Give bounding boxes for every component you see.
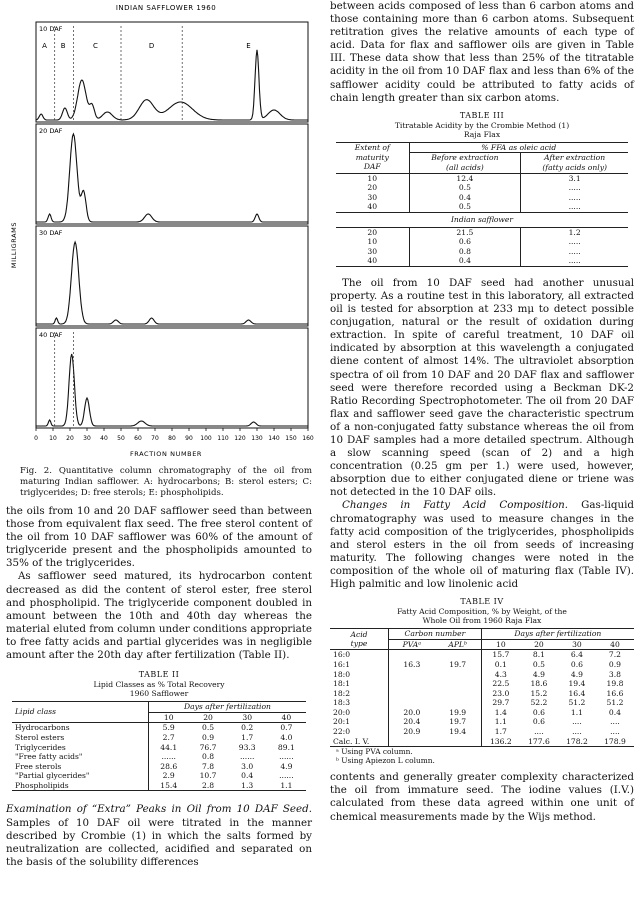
table-4-days-header: Days after fertilization [481,629,634,640]
table-4-acid: 18:0 [333,669,351,679]
right-paragraph-3 [330,499,634,591]
table-4-pva-cell: 20.9 [389,727,435,737]
figure-title: INDIAN SAFFLOWER 1960 [115,4,217,12]
right-paragraph-2: The oil from 10 DAF seed had another unusual property. As a routine test in this laboratory, all extracted oil is tested for absorption at 233 mμ to detect possible conjugation, natural or the result of oxidation during extraction. In spite of careful treatment, 10 DAF oil indicated by absorption at this wavelength a conjugated diene content of almost 14%. The ultraviolet absorption spectra of oil from 10 DAF and 20 DAF flax and safflower seed were therefore recorded using a Beckman DK-2 Ratio Recording Spectrophotometer. The oil from 20 DAF flax and safflower seed gave the characteristic spectrum of a non-conjugated fatty substance whereas the oil from 10 DAF samples had a more detailed spectrum. Although a slow scanning speed (scan of 2) and a high concentration (0.25 gm per 1.) were used, however, absorption due to either conjugated diene or triene was not detected in the 10 DAF oils. [330,276,634,499]
table-3-daf: 20 [367,227,378,237]
chrom-xtick-label: 50 [117,435,125,442]
table-4-day-header: 10 [481,639,520,650]
table-2-col-header: Lipid class [12,702,148,723]
table-4-footnote-b: ᵇ Using Apiezon L column. [336,756,435,766]
table-2-row [12,743,306,753]
table-3-before: 0.5 [409,202,521,212]
table-4-cell: 178.9 [604,736,626,746]
table-4-apl-cell: 19.4 [449,727,467,737]
table-2-cell: 0.2 [241,723,254,733]
table-4-apl-cell: 19.7 [449,717,467,727]
table-4-acid: 16:1 [333,659,351,669]
table-3-group-header: % FFA as oleic acid [409,142,628,153]
table-2-day-header: 20 [203,712,213,722]
table-3-col-header-line-1: Extent of [354,143,390,153]
table-3-before: 0.4 [409,256,521,266]
right-paragraph-4: contents and generally greater complexity characterized the oil from immature seed. The iodine values (I.V.) calculated from these data agreed within one unit of chemical measurements made by the Wijs method. [330,771,634,823]
table-4-cell: .... [572,717,582,727]
table-3-section-label: Indian safflower [450,214,514,224]
right-paragraph-3-text: Gas-liquid chromatography was used to measure changes in the fatty acid composition of the triglycerides, phospholipids and sterol esters in the oil from seeds of increasing maturity. The following changes were noted in the composition of the whole oil of maturing flax (Table IV). High palmitic and low linolenic acid [330,499,634,591]
table-4-cell: 51.2 [568,698,586,708]
table-2-cell: 0.9 [202,732,215,742]
table-4-cell: 29.7 [481,698,520,708]
table-3-row [336,193,628,203]
figure-caption-text: Quantitative column chromatography of the oil from maturing Indian safflower. A: hydrocarbons; B: sterol esters; C: triglycerides; D: free sterols; E: phospholipids. [20,466,312,498]
table-4-pva-cell: 16.3 [389,660,435,670]
table-2-cell: 4.9 [280,761,293,771]
table-4-pva-cell [389,670,435,680]
table-2-cell: 1.3 [241,780,254,790]
table-4-footnote-a: ᵃ Using PVA column. [336,747,413,757]
table-4-cell: 16.4 [568,688,586,698]
table-4-title: TABLE IV [460,597,504,607]
table-3-sub-header-after-line-2: (fatty acids only) [542,162,607,172]
table-4-grid [330,628,634,747]
table-2-cell: 28.6 [148,762,188,772]
table-4-cell: 0.5 [532,659,545,669]
left-paragraph-1: the oils from 10 and 20 DAF safflower seed than between those from equivalent flax seed. The free sterol content of the oil from 10 DAF safflower was 60% of the amount of triglyceride present and the phospholipids amounted to 35% of the triglycerides. [6,505,312,570]
table-2-cell: 7.8 [202,761,215,771]
table-4-cell: 1.7 [481,727,520,737]
table-4-row [330,708,634,718]
table-4-cell: 178.2 [566,736,588,746]
table-4-cell: 0.6 [570,659,583,669]
table-4-cell: 19.8 [606,679,624,689]
chrom-panel-label: 40 DAF [39,331,63,339]
table-3-row [336,256,628,266]
table-4-apl-cell [435,737,482,747]
table-2-row-label: "Partial glycerides" [15,771,90,781]
table-4-row [330,727,634,737]
figure-caption-label: Fig. 2. [20,466,53,476]
table-2-row-label: Free sterols [15,761,62,771]
table-2-cell: ...... [239,752,255,762]
table-3-sub-header-after [521,153,628,173]
table-4-row [330,717,634,727]
table-4-carbon-header: Carbon number [389,629,482,640]
table-2-row [12,752,306,762]
table-3-col-header [336,142,409,173]
table-3-sub-header-after-line-1: After extraction [544,153,606,163]
chrom-xtick-label: 60 [134,435,142,442]
table-2-row-label: "Free fatty acids" [15,752,83,762]
table-3-after: ..... [521,193,628,203]
table-4-acid: 18:2 [333,688,351,698]
chrom-xtick-label: 110 [217,435,229,442]
table-4-pva-cell [389,689,435,699]
chrom-trace [36,50,308,120]
table-3-after: ..... [521,256,628,266]
table-4-cell: 15.2 [530,688,548,698]
table-2-cell: 15.4 [148,781,188,791]
table-4-cell: 1.1 [481,717,520,727]
table-4-cell: 7.2 [608,650,621,660]
table-3-grid [336,142,628,267]
chrom-xtick-label: 90 [185,435,193,442]
table-4-subtitle-2: Whole Oil from 1960 Raja Flax [422,616,542,626]
table-4-acid: 18:3 [333,698,351,708]
table-2-row-label: Phospholipids [15,780,69,790]
table-2-cell: 0.4 [241,771,254,781]
table-4-row [330,660,634,670]
table-2-cell: 5.9 [148,723,188,733]
table-4-row [330,737,634,747]
table-4-day-header: 40 [610,639,620,649]
table-2-day-header: 40 [281,712,292,722]
table-2-cell: 1.1 [280,780,293,790]
table-2-cell: 0.8 [202,752,215,762]
table-4-row [330,650,634,660]
chrom-xtick-label: 150 [285,435,297,442]
table-4-cell: 4.3 [481,670,520,680]
table-2-cell: 1.7 [241,732,254,742]
table-2-day-header: 30 [242,712,253,722]
table-4-acid: 22:0 [333,727,351,737]
chrom-region-label: E [246,42,251,50]
chrom-panel-label: 20 DAF [39,127,63,135]
table-4 [330,597,634,765]
table-3-before: 21.5 [409,227,521,237]
chrom-xtick-label: 20 [66,435,74,442]
chrom-xtick-label: 40 [100,435,108,442]
section-heading-fatty-acid: Changes in Fatty Acid Composition. [342,499,569,512]
table-4-acid-header-line-1: Acid [350,629,368,639]
table-2-cell: 2.9 [148,771,188,781]
table-4-cell: 19.4 [568,679,586,689]
chrom-region-label: B [60,42,66,50]
table-4-apl-header: APLᵇ [448,639,468,649]
table-4-apl-cell [435,698,482,708]
table-3-daf: 30 [367,192,378,202]
left-paragraph-3 [6,803,312,868]
chrom-panel-frame [36,22,308,122]
table-4-cell: .... [610,717,620,727]
chrom-xtick-label: 160 [302,435,314,442]
table-4-pva-cell: 20.0 [389,708,435,718]
table-4-cell: 4.9 [532,669,545,679]
table-2-row [12,781,306,791]
table-3-daf: 40 [367,202,378,212]
table-4-subtitle-1: Fatty Acid Composition, % by Weight, of the [397,607,567,617]
table-4-cell: 52.2 [530,698,548,708]
chrom-xtick-label: 70 [151,435,159,442]
table-3-after: 1.2 [521,227,628,237]
table-2-row-label: Sterol esters [15,732,65,742]
table-4-day-header: 20 [534,639,544,649]
chrom-panel-frame [36,226,308,326]
table-2-cell: ...... [279,771,294,781]
left-column [6,0,312,869]
table-3-after: ..... [521,202,628,212]
table-4-acid-header [330,629,389,650]
table-2-cell: 0.5 [202,723,215,733]
table-4-pva-header: PVAᵃ [389,639,435,650]
table-2-cell: 10.7 [199,771,217,781]
table-2-cell: 3.0 [241,761,254,771]
chrom-trace [36,354,308,426]
table-2-cell: 2.7 [148,733,188,743]
chrom-region-label: C [93,42,98,50]
table-3-after: ..... [521,183,628,193]
table-2-cell: 4.0 [280,732,293,742]
table-3-sub-header-before-line-2: (all acids) [446,162,484,172]
table-3-sub-header-before [409,153,521,173]
table-4-cell: 8.1 [532,650,545,660]
table-2-cell: 44.1 [148,743,188,753]
table-2-cell: 0.7 [280,723,293,733]
table-4-cell: 0.4 [608,707,621,717]
table-4-cell: 0.6 [532,707,545,717]
table-4-pva-cell [389,679,435,689]
table-4-day-header: 30 [572,639,582,649]
table-4-row [330,670,634,680]
table-4-cell: 4.9 [570,669,583,679]
right-paragraph-1: between acids composed of less than 6 carbon atoms and those containing more than 6 carbon atoms. Subsequent retitration gives the relative amounts of each type of acid. Data for flax and safflower oils are given in Table III. These data show that less than 25% of the titratable acidity in the oil from 10 DAF flax and less than 6% of the safflower acidity could be attributed to fatty acids of chain length greater than six carbon atoms. [330,0,634,104]
table-2-cell: 93.3 [238,742,256,752]
table-2-cell: ...... [279,752,294,762]
table-4-apl-cell [435,689,482,699]
table-3-row [336,183,628,193]
table-3-row [336,173,628,183]
table-3-before: 0.8 [409,247,521,257]
table-3-daf: 30 [367,246,378,256]
table-4-cell: 16.6 [606,688,624,698]
figure-ylabel: MILLIGRAMS [10,221,18,269]
table-3-before: 0.6 [409,237,521,247]
section-heading-extra-peaks: Examination of “Extra” Peaks in Oil from 10 DAF Seed. [6,803,312,816]
chrom-xtick-label: 140 [268,435,280,442]
table-4-row [330,698,634,708]
table-4-pva-cell [389,650,435,660]
chrom-xtick-label: 130 [251,435,263,442]
chrom-xtick-label: 10 [49,435,57,442]
chrom-panel-label: 10 DAF [39,25,63,33]
table-2-day-header: 10 [148,712,188,723]
table-4-row [330,689,634,699]
table-3-row [336,227,628,237]
table-4-cell: 0.9 [608,659,621,669]
table-4-apl-cell: 19.7 [449,659,467,669]
table-3-daf: 40 [367,256,378,266]
table-3-title: TABLE III [459,110,505,120]
table-4-pva-cell [389,698,435,708]
table-4-cell: 6.4 [570,650,583,660]
table-4-cell: .... [534,727,544,737]
table-3-before: 0.5 [409,183,521,193]
chrom-xtick-label: 30 [83,435,91,442]
chrom-trace [36,242,308,324]
table-4-cell: 136.2 [481,737,520,747]
table-2-cell: 89.1 [277,742,295,752]
table-3-before: 12.4 [409,173,521,183]
table-2-row [12,771,306,781]
table-3-after: 3.1 [521,173,628,183]
chrom-xtick-label: 0 [34,435,38,442]
table-2 [12,670,306,791]
table-3 [336,111,628,267]
table-4-cell: 18.6 [530,679,548,689]
left-paragraph-2: As safflower seed matured, its hydrocarbon content decreased as did the content of sterol ester, free sterol and phospholipid. The triglyceride component doubled in amount between the 10th and 40th day whereas the material eluted from column under conditions appropriate to free fatty acids and partial glycerides was in negligible amount after the 20th day after fertilization (Table II). [6,570,312,662]
table-2-subtitle-2: 1960 Safflower [129,689,189,699]
table-4-cell: 0.1 [481,660,520,670]
table-3-subtitle-1: Titratable Acidity by the Crombie Method (1) [394,120,570,130]
table-4-cell: 1.4 [481,708,520,718]
table-4-cell: 22.5 [481,679,520,689]
table-4-row [330,679,634,689]
table-3-daf: 10 [367,237,378,247]
table-4-cell: .... [610,727,620,737]
table-3-row [336,247,628,257]
right-column [330,0,634,824]
table-4-cell: 0.6 [532,717,545,727]
table-4-acid-header-line-2: type [350,639,368,649]
chrom-xtick-label: 100 [200,435,212,442]
table-4-cell: .... [572,727,582,737]
table-4-apl-cell [435,650,482,660]
table-4-cell: 51.2 [606,698,624,708]
chrom-xtick-label: 120 [234,435,246,442]
table-4-pva-cell: 20.4 [389,717,435,727]
figure-xlabel: FRACTION NUMBER [129,450,203,458]
table-4-acid: 18:1 [333,679,351,689]
chromatography-figure [6,0,312,460]
table-2-title: TABLE II [138,670,180,680]
chrom-panel-frame [36,124,308,224]
table-4-cell: 23.0 [481,689,520,699]
table-4-apl-cell: 19.9 [449,707,467,717]
table-4-acid: 16:0 [333,650,351,660]
table-4-acid: Calc. I. V. [333,736,370,746]
table-4-cell: 177.6 [528,736,550,746]
table-2-cell: 76.7 [199,742,217,752]
table-2-row [12,762,306,772]
figure-caption [20,466,312,499]
chrom-xtick-label: 80 [168,435,176,442]
table-3-after: ..... [521,237,628,247]
left-paragraph-3-text: Samples of 10 DAF oil were titrated in the manner described by Crombie (1) in which the salts formed by neutralization are collected, acidified and separated on the basis of the solubility differences [6,816,312,868]
table-3-row [336,237,628,247]
table-2-row-label: Hydrocarbons [15,723,70,733]
table-2-row-label: Triglycerides [15,742,66,752]
chrom-region-label: A [42,42,47,50]
table-2-subtitle-1: Lipid Classes as % Total Recovery [93,680,225,690]
table-2-cell: 2.8 [202,780,215,790]
table-3-col-header-line-3: DAF [363,162,381,172]
table-4-cell: 1.1 [570,707,583,717]
table-2-cell: ...... [148,752,188,762]
table-4-cell: 15.7 [481,650,520,660]
table-4-pva-cell [389,737,435,747]
table-2-group-header: Days after fertilization [148,702,306,713]
table-2-grid [12,701,306,791]
table-4-acid: 20:0 [333,707,351,717]
table-4-acid: 20:1 [333,717,351,727]
table-4-apl-cell [435,670,482,680]
chrom-region-label: D [148,42,155,50]
table-3-before: 0.4 [409,193,521,203]
table-3-after: ..... [521,247,628,257]
table-3-subtitle-2: Raja Flax [463,129,501,139]
table-3-col-header-line-2: maturity [355,152,389,162]
table-3-row [336,202,628,212]
table-2-row [12,723,306,733]
table-3-sub-header-before-line-1: Before extraction [431,153,499,163]
chrom-panel-label: 30 DAF [39,229,63,237]
table-3-daf: 20 [367,183,378,193]
table-2-row [12,733,306,743]
table-3-daf: 10 [367,173,378,183]
chrom-trace [36,134,308,222]
table-4-cell: 3.8 [608,669,621,679]
table-4-apl-cell [435,679,482,689]
